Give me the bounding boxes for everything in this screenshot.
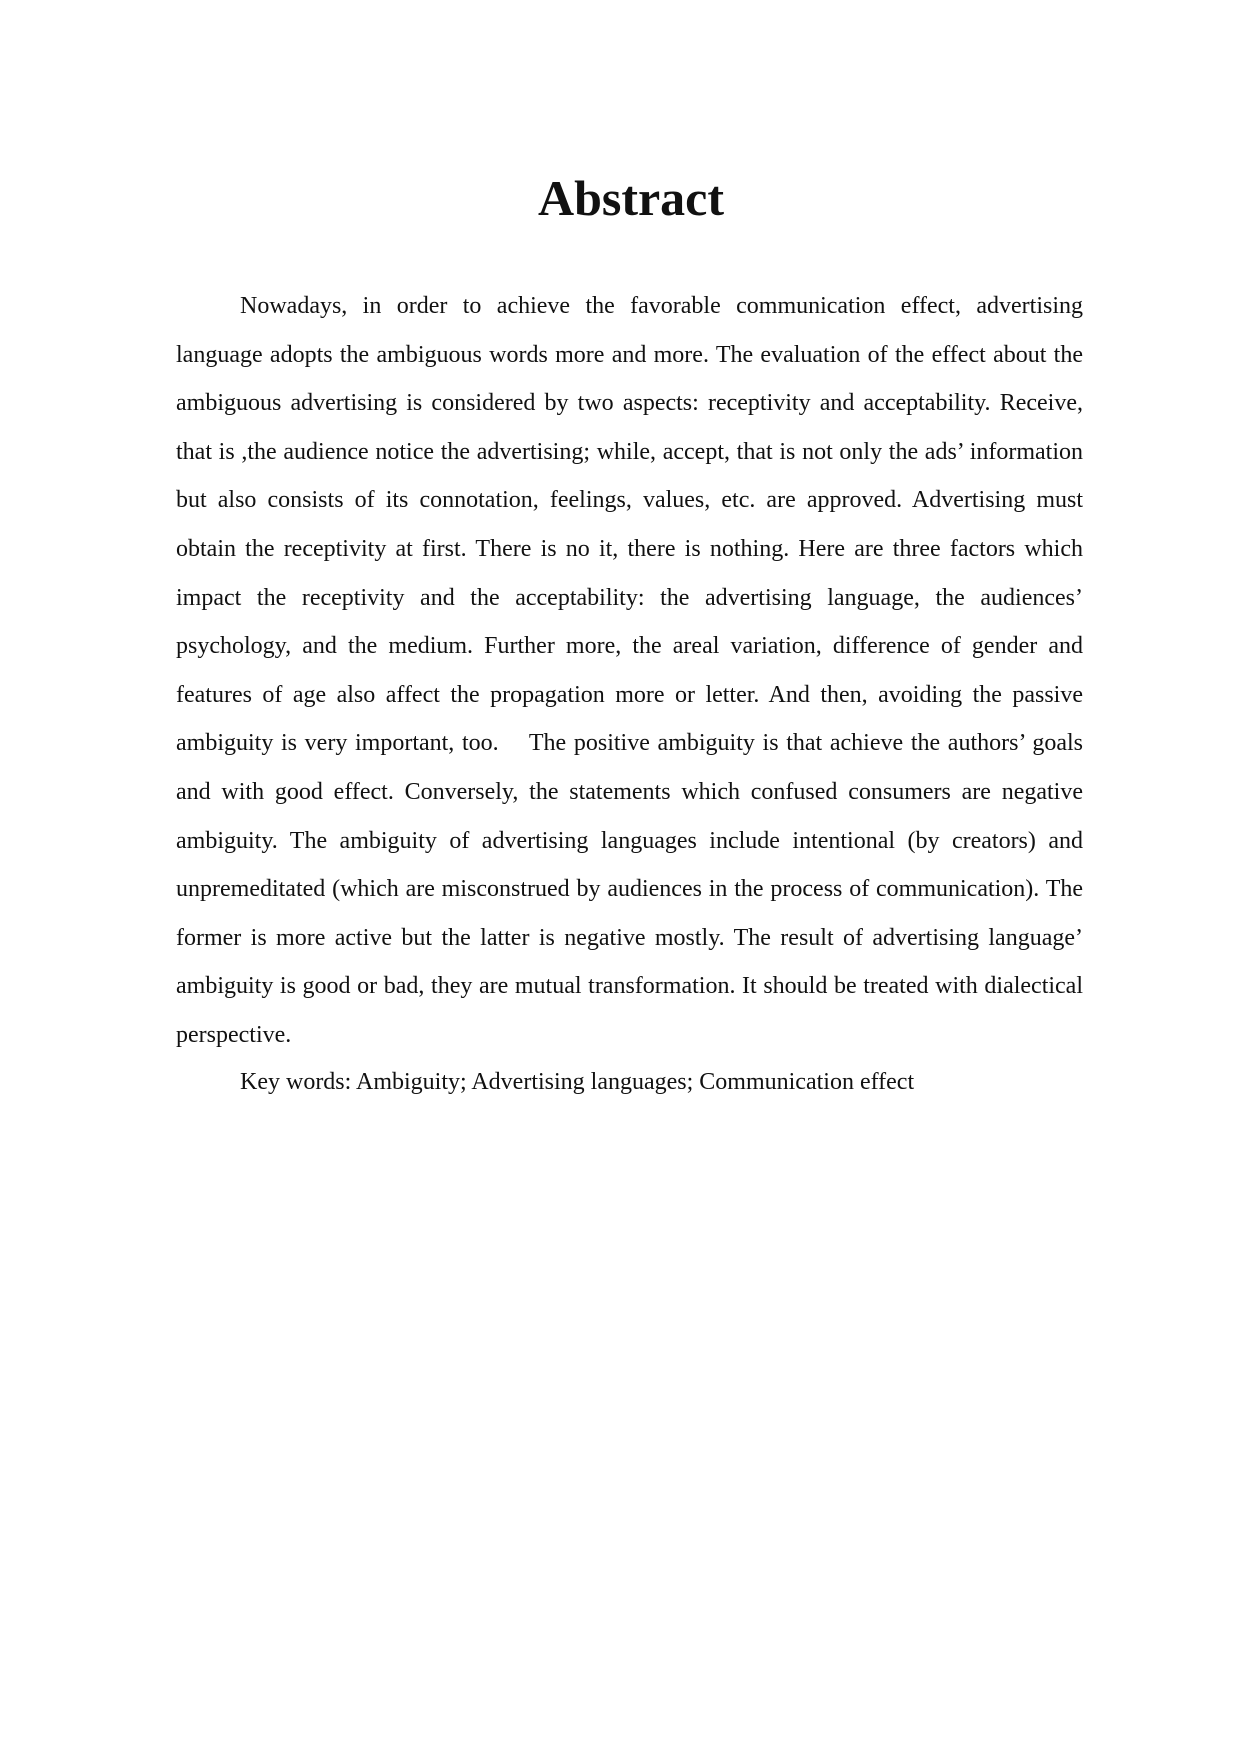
page-title: Abstract	[537, 170, 725, 226]
abstract-body	[176, 282, 1083, 1060]
abstract-paragraph: Nowadays, in order to achieve the favorable communication effect, advertising language adopts the ambiguous words more and more. The evaluation of the effect about the ambiguous advertising is considered by two aspects: receptivity and acceptability. Receive, that is ,the audience notice the advertising; while, accept, that is not only the ads’ information but also consists of its connotation, feelings, values, etc. are approved. Advertising must obtain the receptivity at first. There is no it, there is nothing. Here are three factors which impact the receptivity and the acceptability: the advertising language, the audiences’ psychology, and the medium. Further more, the areal variation, difference of gender and features of age also affect the propagation more or letter. And then, avoiding the passive ambiguity is very important, too. The positive ambiguity is that achieve the authors’ goals and with good effect. Conversely, the statements which confused consumers are negative ambiguity. The ambiguity of advertising languages include intentional (by creators) and unpremeditated (which are misconstrued by audiences in the process of communication). The former is more active but the latter is negative mostly. The result of advertising language’ ambiguity is good or bad, they are mutual transformation. It should be treated with dialectical perspective.	[176, 293, 1083, 1048]
keywords-line: Key words: Ambiguity; Advertising languages; Communication effect	[240, 1069, 915, 1095]
